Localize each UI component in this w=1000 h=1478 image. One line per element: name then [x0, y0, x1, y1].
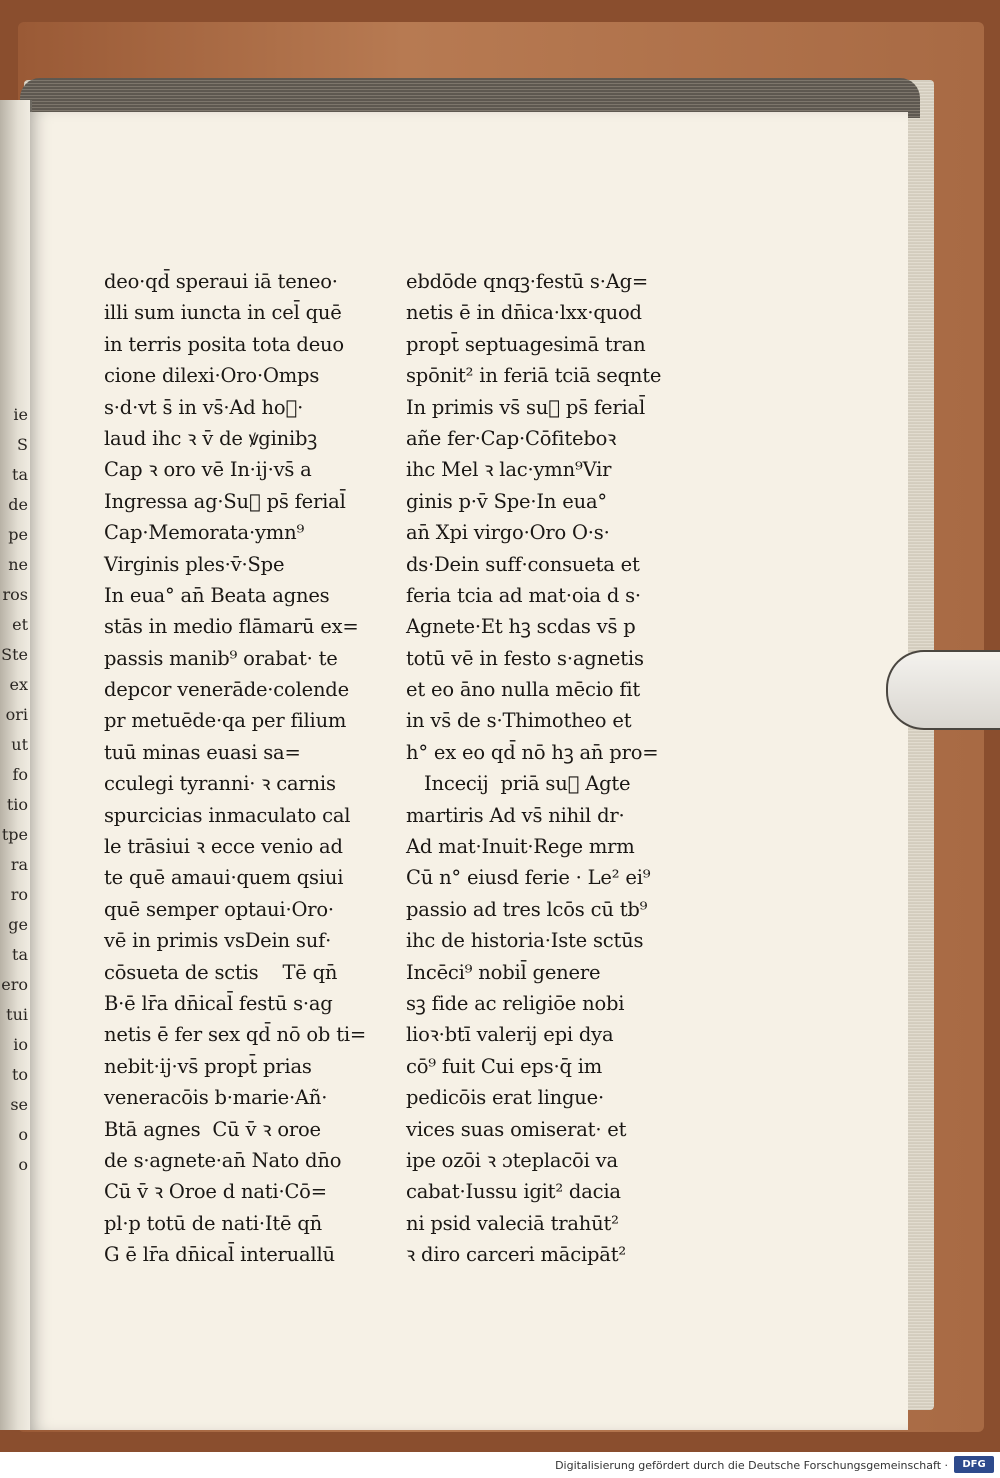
text-line-right: pedicōis erat lingue· [406, 1086, 604, 1110]
text-line-left: laud ihc ꝛ v̄ de ꝟginibꝫ [104, 426, 318, 450]
text-line-left: Cap ꝛ oro vē In·ij·vs̄ a [104, 458, 312, 482]
text-line-right: In primis vs̄ suᷓ ps̄ ferial̄ [406, 395, 645, 419]
left-margin-fragment: ie [13, 405, 28, 424]
text-line-right: lioꝛ·btī valerij epi dya [406, 1023, 614, 1047]
left-margin-fragment: tui [6, 1005, 28, 1024]
text-line-left: s·d·vt s̄ in vs̄·Ad hoᷓ· [104, 395, 304, 419]
text-line-left: Cap·Memorata·ymn⁹ [104, 521, 305, 545]
left-margin-fragment: ge [8, 915, 28, 934]
text-line-right: propt̄ septuagesimā tran [406, 332, 646, 356]
left-margin-fragment: S [17, 435, 28, 454]
text-line-right: ds·Dein suff·consueta et [406, 552, 640, 576]
text-line-left: quē semper optaui·Oro· [104, 897, 334, 921]
text-line-right: Cū n° eiusd ferie · Le² ei⁹ [406, 866, 651, 890]
text-line-left: veneracōis b·marie·Añ· [104, 1086, 328, 1110]
left-margin-fragment: o [18, 1125, 28, 1144]
text-line-right: vices suas omiserat· et [406, 1117, 627, 1141]
text-column-right [406, 266, 666, 1271]
text-line-right: Agnete·Et hꝫ scdas vs̄ p [406, 615, 636, 639]
text-line-right: ipe ozōi ꝛ ɔteplacōi va [406, 1148, 618, 1172]
left-margin-fragment: ta [12, 945, 28, 964]
left-margin-fragment: ex [9, 675, 28, 694]
left-margin-fragment: io [13, 1035, 28, 1054]
text-line-left: Virginis ples·v̄·Spe [104, 552, 285, 576]
text-line-left: vē in primis vsDein suf· [104, 929, 332, 953]
text-line-left: B·ē lr̄a dn̄ical̄ festū s·ag [104, 991, 333, 1015]
text-line-right: totū vē in festo s·agnetis [406, 646, 644, 670]
text-line-left: te quē amaui·quem qsiui [104, 866, 344, 890]
footer-credit: Digitalisierung gefördert durch die Deutsche Forschungsgemeinschaft · [555, 1459, 948, 1472]
text-line-right: martiris Ad vs̄ nihil dr· [406, 803, 625, 827]
left-margin-fragment: tpe [1, 825, 28, 844]
page-clip [886, 650, 1000, 730]
text-line-left: in terris posita tota deuo [104, 332, 344, 356]
text-line-left: cione dilexi·Oro·Omps [104, 364, 320, 388]
text-line-left: pl·p totū de nati·Itē qn̄ [104, 1211, 322, 1235]
text-line-left: In eua° an̄ Beata agnes [104, 583, 330, 607]
text-line-right: cō⁹ fuit Cui eps·q̄ im [406, 1054, 603, 1078]
dfg-logo: DFG [954, 1456, 994, 1473]
text-line-left: netis ē fer sex qd̄ nō ob ti= [104, 1023, 367, 1047]
left-facing-page [0, 100, 32, 1430]
left-margin-fragment: ra [10, 855, 28, 874]
text-line-right: ihc Mel ꝛ lac·ymn⁹Vir [406, 458, 612, 482]
footer-bar [0, 1452, 1000, 1478]
left-margin-fragment: pe [8, 525, 28, 544]
left-margin-fragment: ero [1, 975, 28, 994]
left-margin-text [0, 400, 28, 1300]
text-line-right: ni psid valeciā trahūt² [406, 1211, 619, 1235]
text-line-right: an̄ Xpi virgo·Oro O·s· [406, 521, 610, 545]
text-line-left: cōsueta de sctis Tē qn̄ [104, 960, 338, 984]
text-line-right: ginis p·v̄ Spe·In eua° [406, 489, 607, 513]
text-line-left: passis manib⁹ orabat· te [104, 646, 338, 670]
left-margin-fragment: ut [11, 735, 28, 754]
left-margin-fragment: to [11, 1065, 28, 1084]
text-line-right: in vs̄ de s·Thimotheo et [406, 709, 632, 733]
text-line-right: Incēci⁹ nobil̄ genere [406, 960, 601, 984]
text-line-left: Cū v̄ ꝛ Oroe d nati·Cō= [104, 1180, 327, 1204]
text-line-right: netis ē in dn̄ica·lxx·quod [406, 301, 642, 325]
left-margin-fragment: ne [8, 555, 28, 574]
left-margin-fragment: ori [5, 705, 28, 724]
left-margin-fragment: de [8, 495, 28, 514]
text-line-right: feria tcia ad mat·oia d s· [406, 583, 641, 607]
text-line-left: stās in medio flāmarū ex= [104, 615, 359, 639]
text-line-left: pr metuēde·qa per filium [104, 709, 347, 733]
left-margin-fragment: ros [2, 585, 28, 604]
text-line-right: h° ex eo qd̄ nō hꝫ an̄ pro= [406, 740, 659, 764]
left-margin-fragment: tio [6, 795, 28, 814]
left-margin-fragment: fo [12, 765, 28, 784]
text-line-right: passio ad tres lcōs cū tb⁹ [406, 897, 648, 921]
text-line-left: le trāsiui ꝛ ecce venio ad [104, 835, 343, 859]
text-line-right: Ad mat·Inuit·Rege mrm [406, 835, 635, 859]
left-margin-fragment: se [10, 1095, 28, 1114]
left-margin-fragment: et [12, 615, 28, 634]
text-line-right: ihc de historia·Iste sctūs [406, 929, 644, 953]
text-line-right: cabat·Iussu igit² dacia [406, 1180, 621, 1204]
text-line-left: G ē lr̄a dn̄ical̄ interuallū [104, 1243, 335, 1267]
text-line-right: spōnit² in feriā tciā seqnte [406, 364, 662, 388]
text-line-left: illi sum iuncta in cel̄ quē [104, 301, 342, 325]
text-line-left: depcor venerāde·colende [104, 678, 349, 702]
text-line-right: ebdōde qnqꝫ·festū s·Ag= [406, 270, 649, 293]
text-column-left [104, 266, 384, 1271]
text-line-left: Btā agnes Cū v̄ ꝛ oroe [104, 1117, 321, 1141]
left-margin-fragment: ro [10, 885, 28, 904]
text-line-right: Incecij priā suᷓ Agte [406, 772, 631, 796]
text-line-left: cculegi tyranni· ꝛ carnis [104, 772, 336, 796]
text-line-left: spurcicias inmaculato cal [104, 803, 351, 827]
text-line-left: de s·agnete·an̄ Nato dn̄o [104, 1148, 342, 1172]
left-margin-fragment: Ste [1, 645, 28, 664]
text-line-left: Ingressa ag·Suᷓ ps̄ ferial̄ [104, 489, 346, 513]
text-line-right: et eo āno nulla mēcio fit [406, 678, 641, 702]
text-line-left: tuū minas euasi sa= [104, 740, 301, 764]
text-line-left: nebit·ij·vs̄ propt̄ prias [104, 1054, 312, 1078]
left-margin-fragment: o [18, 1155, 28, 1174]
text-line-right: ꝛ diro carceri mācipāt² [406, 1243, 626, 1267]
text-line-right: sꝫ fide ac religiōe nobi [406, 991, 625, 1015]
left-margin-fragment: ta [12, 465, 28, 484]
text-line-left: deo·qd̄ speraui iā teneo· [104, 270, 338, 293]
text-line-right: añe fer·Cap·Cōfiteboꝛ [406, 426, 617, 450]
